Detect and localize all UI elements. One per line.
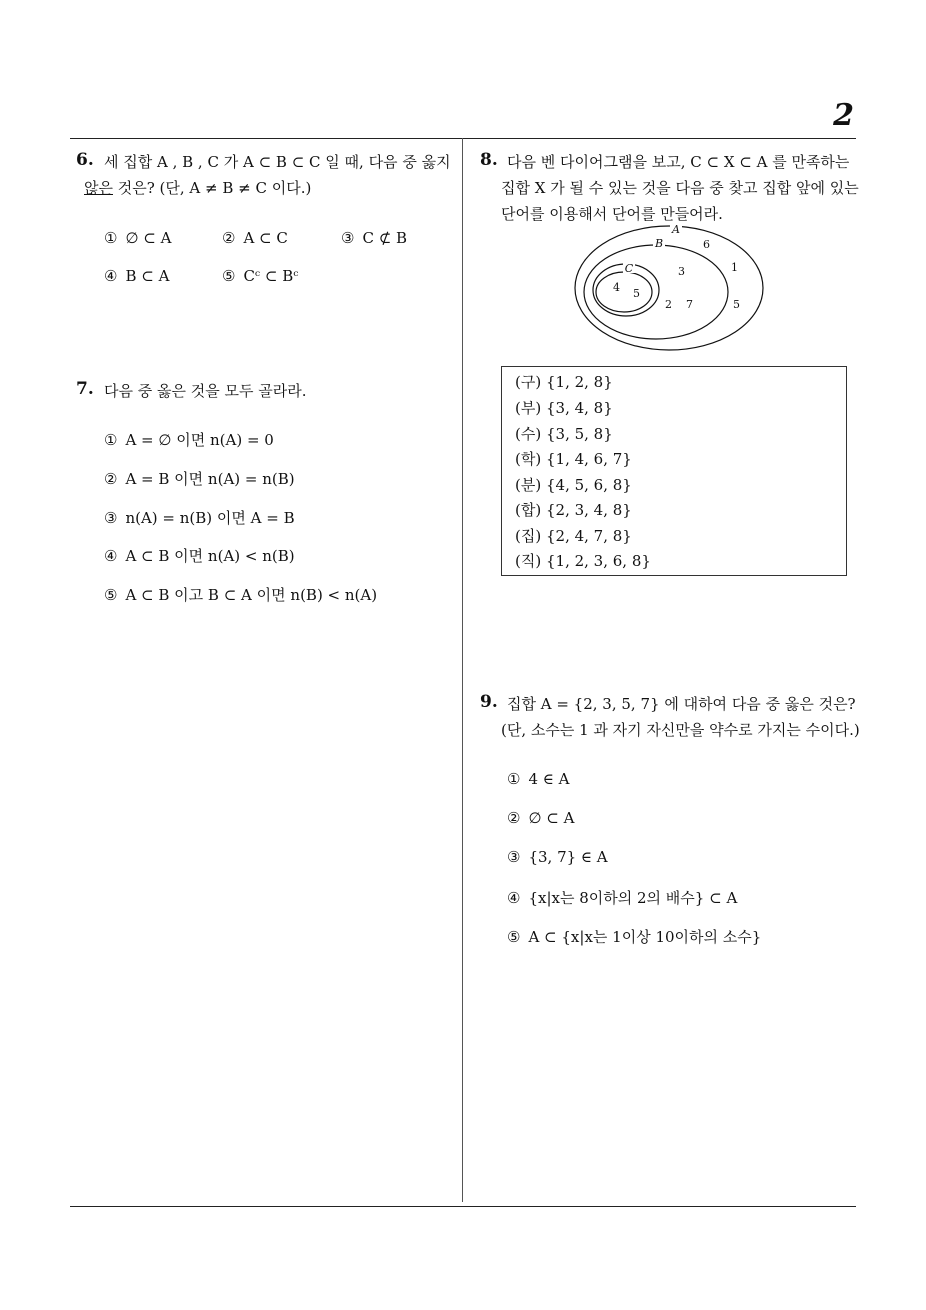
question-7-number: 7. [76,379,94,399]
question-6-choice-5[interactable] [222,267,298,285]
question-6-choice-1[interactable] [104,229,171,247]
question-8-line2: 집합 X 가 될 수 있는 것을 다음 중 찾고 집합 앞에 있는 [501,179,859,197]
option-set: {4, 5, 6, 8} [545,476,632,494]
option-word: (부) [515,399,542,417]
venn-element: 2 [665,298,672,311]
question-8-line3: 단어를 이용해서 단어를 만들어라. [501,205,723,223]
option-row[interactable] [515,397,613,418]
question-7-choice-3[interactable] [104,507,295,528]
choice-number: ④ [104,547,118,565]
venn-element: 5 [733,298,740,311]
option-set: {2, 4, 7, 8} [545,527,632,545]
option-word: (합) [515,501,542,519]
option-set: {1, 4, 6, 7} [545,450,632,468]
question-9-line2: (단, 소수는 1 과 자기 자신만을 약수로 가지는 수이다.) [501,721,860,739]
venn-set-c-inner [596,272,652,312]
question-6-choice-4[interactable] [104,267,169,285]
question-6-underlined-word: 않은 [84,179,113,197]
venn-set-b-ellipse [584,245,728,339]
page-number: 2 [833,98,854,133]
choice-number: ② [104,470,118,488]
choice-text: 4 ∈ A [528,770,570,788]
venn-set-a-ellipse [575,226,763,350]
choice-number: ③ [104,509,118,527]
choice-text: A ⊂ B 이고 B ⊂ A 이면 n(B) < n(A) [125,586,378,604]
question-6-choice-2[interactable] [222,229,288,247]
venn-element: 6 [703,238,710,251]
choice-text: ∅ ⊂ A [125,229,172,247]
choice-number: ③ [341,229,355,247]
option-set: {3, 5, 8} [545,425,613,443]
choice-number: ⑤ [222,267,236,285]
option-word: (분) [515,476,542,494]
option-set: {2, 3, 4, 8} [545,501,632,519]
question-7-text: 다음 중 옳은 것을 모두 골라라. [104,382,307,400]
choice-text: Cᶜ ⊂ Bᶜ [243,267,299,285]
column-separator [462,138,463,1202]
option-word: (직) [515,552,542,570]
choice-text: {x|x는 8이하의 2의 배수} ⊂ A [528,889,738,907]
venn-element: 3 [678,265,685,278]
question-9-number: 9. [480,692,498,712]
choice-number: ③ [507,848,521,866]
option-row[interactable] [515,550,651,571]
choice-text: A ⊂ B 이면 n(A) < n(B) [125,547,295,565]
question-6-line2-rest: 것은? (단, A ≠ B ≠ C 이다.) [112,179,312,197]
option-word: (집) [515,527,542,545]
option-row[interactable] [515,423,613,444]
question-7-choice-4[interactable] [104,545,295,566]
question-7-choice-5[interactable] [104,584,377,605]
bottom-rule [70,1206,856,1207]
question-9-choice-3[interactable] [507,848,608,866]
venn-element: 4 [613,281,620,294]
question-9-choice-2[interactable] [507,809,574,827]
venn-element: 1 [731,261,738,274]
option-set: {3, 4, 8} [545,399,613,417]
option-word: (학) [515,450,542,468]
question-6-choice-3[interactable] [341,229,407,247]
venn-element: 5 [633,287,640,300]
venn-element: 7 [686,298,693,311]
choice-text: A ⊂ {x|x는 1이상 10이하의 소수} [528,928,762,946]
question-6-line2 [84,177,311,198]
choice-number: ④ [507,889,521,907]
venn-label-c: C [624,262,634,275]
choice-text: B ⊂ A [125,267,170,285]
question-8-number: 8. [480,150,498,170]
question-9-choice-4[interactable] [507,887,737,908]
choice-text: C ⊄ B [362,229,408,247]
question-9-choice-1[interactable] [507,770,569,788]
question-9-choice-5[interactable] [507,926,761,947]
option-row[interactable] [515,474,632,495]
choice-number: ① [104,431,118,449]
choice-number: ⑤ [104,586,118,604]
choice-text: A = B 이면 n(A) = n(B) [125,470,295,488]
option-row[interactable] [515,499,632,520]
choice-number: ② [222,229,236,247]
option-set: {1, 2, 8} [545,373,613,391]
choice-number: ⑤ [507,928,521,946]
question-7-choice-1[interactable] [104,429,274,450]
venn-label-b: B [654,237,664,250]
venn-label-a: A [672,223,680,236]
option-row[interactable] [515,371,613,392]
choice-text: {3, 7} ∈ A [528,848,608,866]
choice-text: ∅ ⊂ A [528,809,575,827]
venn-diagram [570,222,770,354]
choice-text: A ⊂ C [243,229,288,247]
choice-number: ① [507,770,521,788]
top-rule [70,138,856,139]
question-9-line1: 집합 A = {2, 3, 5, 7} 에 대하여 다음 중 옳은 것은? [507,695,856,713]
question-6-number: 6. [76,150,94,170]
choice-text: A = ∅ 이면 n(A) = 0 [125,431,274,449]
option-word: (구) [515,373,542,391]
choice-number: ② [507,809,521,827]
choice-number: ① [104,229,118,247]
option-word: (수) [515,425,542,443]
word-options-box [501,366,847,576]
option-row[interactable] [515,525,632,546]
question-6-line1: 세 집합 A , B , C 가 A ⊂ B ⊂ C 일 때, 다음 중 옳지 [104,153,451,171]
option-set: {1, 2, 3, 6, 8} [545,552,651,570]
question-8-line1: 다음 벤 다이어그램을 보고, C ⊂ X ⊂ A 를 만족하는 [507,153,850,171]
choice-text: n(A) = n(B) 이면 A = B [125,509,295,527]
question-7-choice-2[interactable] [104,468,295,489]
choice-number: ④ [104,267,118,285]
option-row[interactable] [515,448,632,469]
